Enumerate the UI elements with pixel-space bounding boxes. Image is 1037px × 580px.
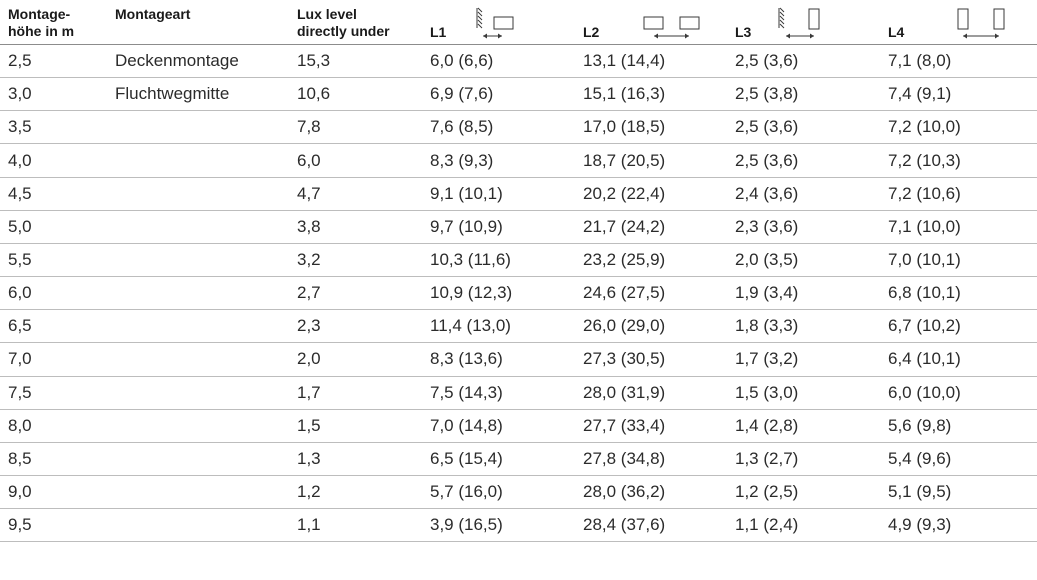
table-cell <box>107 343 289 376</box>
table-cell: 7,1 (10,0) <box>880 210 1037 243</box>
table-cell: 3,9 (16,5) <box>422 509 575 542</box>
table-cell: 15,3 <box>289 45 422 78</box>
table-cell <box>107 177 289 210</box>
table-cell: 6,7 (10,2) <box>880 310 1037 343</box>
table-row <box>0 177 1037 210</box>
table-cell: 6,9 (7,6) <box>422 78 575 111</box>
table-header <box>0 0 1037 44</box>
table-cell: 8,0 <box>0 409 107 442</box>
luminaire-side-to-side-distance-icon <box>950 6 1010 42</box>
table-cell: 7,2 (10,0) <box>880 111 1037 144</box>
table-cell: 1,9 (3,4) <box>727 277 880 310</box>
table-cell: 24,6 (27,5) <box>575 277 727 310</box>
table-cell: 8,3 (13,6) <box>422 343 575 376</box>
table-cell: 27,7 (33,4) <box>575 409 727 442</box>
table-cell: Deckenmontage <box>107 45 289 78</box>
table-row <box>0 509 1037 542</box>
table-cell: 7,0 <box>0 343 107 376</box>
table-cell: 10,6 <box>289 78 422 111</box>
table-cell: 2,5 (3,6) <box>727 144 880 177</box>
table-row <box>0 111 1037 144</box>
table-cell <box>107 509 289 542</box>
table-cell: 7,0 (14,8) <box>422 409 575 442</box>
luminaire-to-luminaire-distance-icon <box>636 6 708 42</box>
table-cell: Fluchtwegmitte <box>107 78 289 111</box>
table-cell: 4,0 <box>0 144 107 177</box>
wall-to-luminaire-side-distance-icon <box>778 6 828 42</box>
table-cell: 3,2 <box>289 243 422 276</box>
table-row <box>0 409 1037 442</box>
table-cell: 18,7 (20,5) <box>575 144 727 177</box>
table-cell: 4,9 (9,3) <box>880 509 1037 542</box>
table-cell: 28,0 (31,9) <box>575 376 727 409</box>
table-cell: 21,7 (24,2) <box>575 210 727 243</box>
table-cell: 2,7 <box>289 277 422 310</box>
table-cell: 10,9 (12,3) <box>422 277 575 310</box>
table-cell: 3,8 <box>289 210 422 243</box>
table-cell: 2,3 (3,6) <box>727 210 880 243</box>
table-cell: 7,1 (8,0) <box>880 45 1037 78</box>
table-cell: 23,2 (25,9) <box>575 243 727 276</box>
table-row <box>0 442 1037 475</box>
table-cell: 20,2 (22,4) <box>575 177 727 210</box>
table-cell: 2,0 <box>289 343 422 376</box>
table-cell: 7,8 <box>289 111 422 144</box>
table-cell: 1,2 (2,5) <box>727 476 880 509</box>
table-cell: 2,5 (3,6) <box>727 45 880 78</box>
table-cell: 1,8 (3,3) <box>727 310 880 343</box>
table-cell: 5,1 (9,5) <box>880 476 1037 509</box>
table-cell: 15,1 (16,3) <box>575 78 727 111</box>
table-row <box>0 45 1037 78</box>
table-row <box>0 243 1037 276</box>
table-cell <box>107 210 289 243</box>
table-cell: 5,6 (9,8) <box>880 409 1037 442</box>
table-cell: 1,3 <box>289 442 422 475</box>
table-cell: 28,0 (36,2) <box>575 476 727 509</box>
table-cell: 8,5 <box>0 442 107 475</box>
header-l3: L3 <box>735 24 752 40</box>
table-cell: 1,5 (3,0) <box>727 376 880 409</box>
table-cell: 5,7 (16,0) <box>422 476 575 509</box>
table-cell <box>107 277 289 310</box>
table-cell: 1,1 <box>289 509 422 542</box>
table-row <box>0 210 1037 243</box>
table-cell: 7,4 (9,1) <box>880 78 1037 111</box>
table-cell: 2,5 (3,8) <box>727 78 880 111</box>
table-cell: 6,5 (15,4) <box>422 442 575 475</box>
lux-level-table <box>0 44 1037 542</box>
table-cell: 17,0 (18,5) <box>575 111 727 144</box>
table-cell: 4,7 <box>289 177 422 210</box>
table-row <box>0 144 1037 177</box>
table-cell: 13,1 (14,4) <box>575 45 727 78</box>
header-text: Lux level <box>297 6 357 22</box>
table-cell: 9,5 <box>0 509 107 542</box>
header-text: Montage- <box>8 6 71 22</box>
header-l1: L1 <box>430 24 447 40</box>
table-row <box>0 376 1037 409</box>
table-cell <box>107 409 289 442</box>
table-cell: 1,5 <box>289 409 422 442</box>
table-cell: 6,8 (10,1) <box>880 277 1037 310</box>
table-cell: 9,0 <box>0 476 107 509</box>
table-cell: 27,8 (34,8) <box>575 442 727 475</box>
header-mounting-type: Montageart <box>115 6 191 22</box>
table-cell: 5,0 <box>0 210 107 243</box>
table-cell: 3,5 <box>0 111 107 144</box>
table-cell: 7,5 (14,3) <box>422 376 575 409</box>
table-cell <box>107 476 289 509</box>
table-cell: 6,0 <box>289 144 422 177</box>
table-row <box>0 78 1037 111</box>
header-text: directly under <box>297 23 390 39</box>
header-text: höhe in m <box>8 23 75 39</box>
table-cell: 6,5 <box>0 310 107 343</box>
table-cell: 1,4 (2,8) <box>727 409 880 442</box>
table-cell: 6,0 <box>0 277 107 310</box>
table-cell: 2,3 <box>289 310 422 343</box>
table-cell: 7,5 <box>0 376 107 409</box>
table-cell: 6,4 (10,1) <box>880 343 1037 376</box>
table-cell: 1,7 (3,2) <box>727 343 880 376</box>
table-row <box>0 277 1037 310</box>
table-cell <box>107 442 289 475</box>
table-cell: 4,5 <box>0 177 107 210</box>
table-cell <box>107 310 289 343</box>
table-cell: 11,4 (13,0) <box>422 310 575 343</box>
table-cell: 1,2 <box>289 476 422 509</box>
table-cell: 1,1 (2,4) <box>727 509 880 542</box>
table-cell: 6,0 (10,0) <box>880 376 1037 409</box>
table-cell: 9,7 (10,9) <box>422 210 575 243</box>
table-cell: 27,3 (30,5) <box>575 343 727 376</box>
header-l4: L4 <box>888 24 905 40</box>
table-cell: 7,0 (10,1) <box>880 243 1037 276</box>
table-row <box>0 343 1037 376</box>
table-row <box>0 476 1037 509</box>
table-cell: 26,0 (29,0) <box>575 310 727 343</box>
table-cell: 2,5 (3,6) <box>727 111 880 144</box>
table-cell: 8,3 (9,3) <box>422 144 575 177</box>
table-cell: 2,4 (3,6) <box>727 177 880 210</box>
table-cell: 7,6 (8,5) <box>422 111 575 144</box>
table-cell: 3,0 <box>0 78 107 111</box>
table-cell <box>107 111 289 144</box>
header-l2: L2 <box>583 24 600 40</box>
table-cell: 9,1 (10,1) <box>422 177 575 210</box>
table-cell <box>107 243 289 276</box>
table-row <box>0 310 1037 343</box>
table-cell: 1,7 <box>289 376 422 409</box>
table-cell: 5,4 (9,6) <box>880 442 1037 475</box>
table-cell <box>107 376 289 409</box>
table-cell: 7,2 (10,3) <box>880 144 1037 177</box>
wall-to-luminaire-distance-icon <box>476 6 526 42</box>
table-cell <box>107 144 289 177</box>
table-cell: 2,5 <box>0 45 107 78</box>
table-cell: 1,3 (2,7) <box>727 442 880 475</box>
table-cell: 5,5 <box>0 243 107 276</box>
table-cell: 10,3 (11,6) <box>422 243 575 276</box>
table-cell: 2,0 (3,5) <box>727 243 880 276</box>
table-cell: 28,4 (37,6) <box>575 509 727 542</box>
table-cell: 7,2 (10,6) <box>880 177 1037 210</box>
table-body <box>0 45 1037 542</box>
table-cell: 6,0 (6,6) <box>422 45 575 78</box>
